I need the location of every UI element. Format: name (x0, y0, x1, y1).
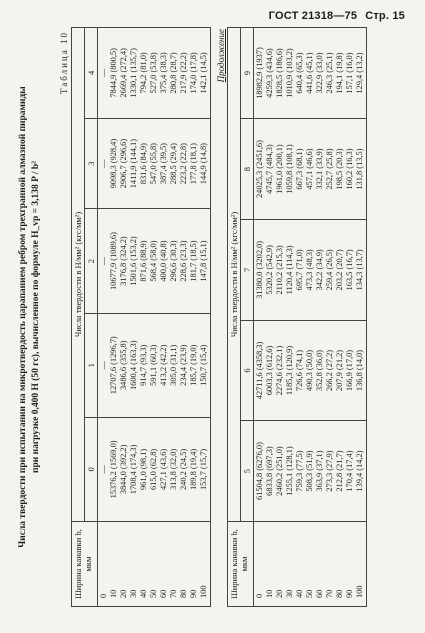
width-values: 0 10 20 30 40 50 60 70 80 90 100 (97, 521, 210, 606)
hardness-column-7: 31380,0 (3202,0) 5320,2 (542,9) 2110,2 (215,3) 1120,4 (114,3) 695,7 (71,0) 473,3 (48,3) 342,2 (34,9) 259,4 (26,5) 203,2 (20,7) 163,5 (16,7) 134,3 (13,7) (253, 219, 366, 320)
table-formula-line: при нагрузке 0,400 Н (50 гс), вычисленное по формуле H_vp = 3,138 P / b² (30, 160, 41, 473)
hardness-column-9: 18982,9 (1937) 4259,3 (434,6) 1828,5 (186,6) 1010,9 (103,2) 640,4 (65,3) 441,6 (45,1) 322,9 (33,0) 246,3 (25,1) 194,1 (19,8) 157,1 (16,0) 129,4 (13,2) (253, 27, 366, 118)
standard-number: ГОСТ 21318—75 (268, 10, 358, 22)
hardness-table-2 (227, 27, 367, 607)
column-header: 0 (84, 417, 97, 521)
column-header: 9 (240, 27, 253, 118)
hardness-group-header: Числа твердости в Н/мм² (кгс/мм²) (71, 27, 84, 521)
column-header: 8 (240, 118, 253, 219)
column-header: 1 (84, 313, 97, 417)
hardness-column-4: — 7844,9 (800,5) 2669,4 (272,4) 1330,1 (135,7) 794,2 (81,0) 527,0 (53,8) 375,4 (38,3) 280,8 (28,7) 217,9 (22,2) 174,0 (17,8) 142,1 (14,5) (97, 27, 210, 118)
column-header: 4 (84, 27, 97, 118)
hardness-column-1: — 12707,6 (1296,7) 3486,6 (355,8) 1600,4 (163,3) 914,7 (93,3) 591,1 (60,3) 413,2 (42,2) 305,0 (31,1) 234,4 (23,9) 185,7 (19,0) 150,7 (15,4) (97, 313, 210, 417)
width-values: 0 10 20 30 40 50 60 70 80 90 100 (253, 521, 366, 606)
hardness-column-3: — 9098,3 (928,4) 2906,7 (296,6) 1411,9 (144,1) 831,6 (84,9) 547,0 (55,8) 387,4 (39,5) 288,5 (29,4) 223,2 (22,8) 177,8 (18,1) 144,9 (14,8) (97, 118, 210, 209)
width-header: Ширина канавки b, мкм (227, 521, 253, 606)
continuation-label: Продолжение (215, 28, 226, 82)
page-number: Стр. 15 (365, 10, 405, 22)
hardness-group-header: Числа твердости в Н/мм² (кгс/мм²) (227, 27, 240, 521)
hardness-column-2: — 10677,9 (1089,6) 3176,8 (324,2) 1501,6 (153,2) 871,6 (88,9) 568,4 (58,0) 400,0 (40,8) 296,6 (30,3) 228,6 (23,3) 181,7 (18,5) 147,8 (15,1) (97, 208, 210, 312)
column-header: 2 (84, 208, 97, 312)
hardness-table-1 (71, 27, 211, 607)
table-title: Числа твердости при испытании на микротвердость царапанием ребром трехгранной алмазной пирамиды (17, 85, 28, 548)
column-header: 5 (240, 420, 253, 521)
column-header: 6 (240, 320, 253, 420)
rotated-content (13, 17, 413, 617)
hardness-column-0: — 15376,2 (1569,0) 3844,0 (392,2) 1708,4 (174,3) 961,0 (98,1) 615,0 (62,8) 427,1 (43,6) 313,8 (32,0) 240,2 (24,5) 189,8 (19,4) 153,7 (15,7) (97, 417, 210, 521)
table-label: Таблица 10 (58, 30, 69, 94)
hardness-column-6: 42711,6 (4358,3) 6003,3 (612,6) 2274,6 (232,1) 1185,3 (120,9) 726,6 (74,1) 490,3 (50,0) 352,8 (36,0) 266,2 (27,2) 207,9 (21,2) 166,9 (17,0) 136,8 (14,0) (253, 320, 366, 420)
column-header: 7 (240, 219, 253, 320)
width-header: Ширина канавки b, мкм (71, 521, 97, 606)
hardness-column-5: 61504,8 (6276,0) 6833,8 (697,3) 2460,2 (251,0) 1255,1 (128,1) 759,3 (77,5) 508,3 (51,9) 363,9 (37,1) 273,3 (27,9) 212,8 (21,7) 170,4 (17,4) 139,4 (14,2) (253, 420, 366, 521)
hardness-column-8: 24025,3 (2451,6) 4745,7 (484,3) 1961,0 (200,1) 1059,8 (108,1) 667,3 (68,1) 457,1 (46,6) 332,1 (33,9) 252,7 (25,8) 198,5 (20,3) 160,2 (16,3) 131,8 (13,5) (253, 118, 366, 219)
column-header: 3 (84, 118, 97, 209)
